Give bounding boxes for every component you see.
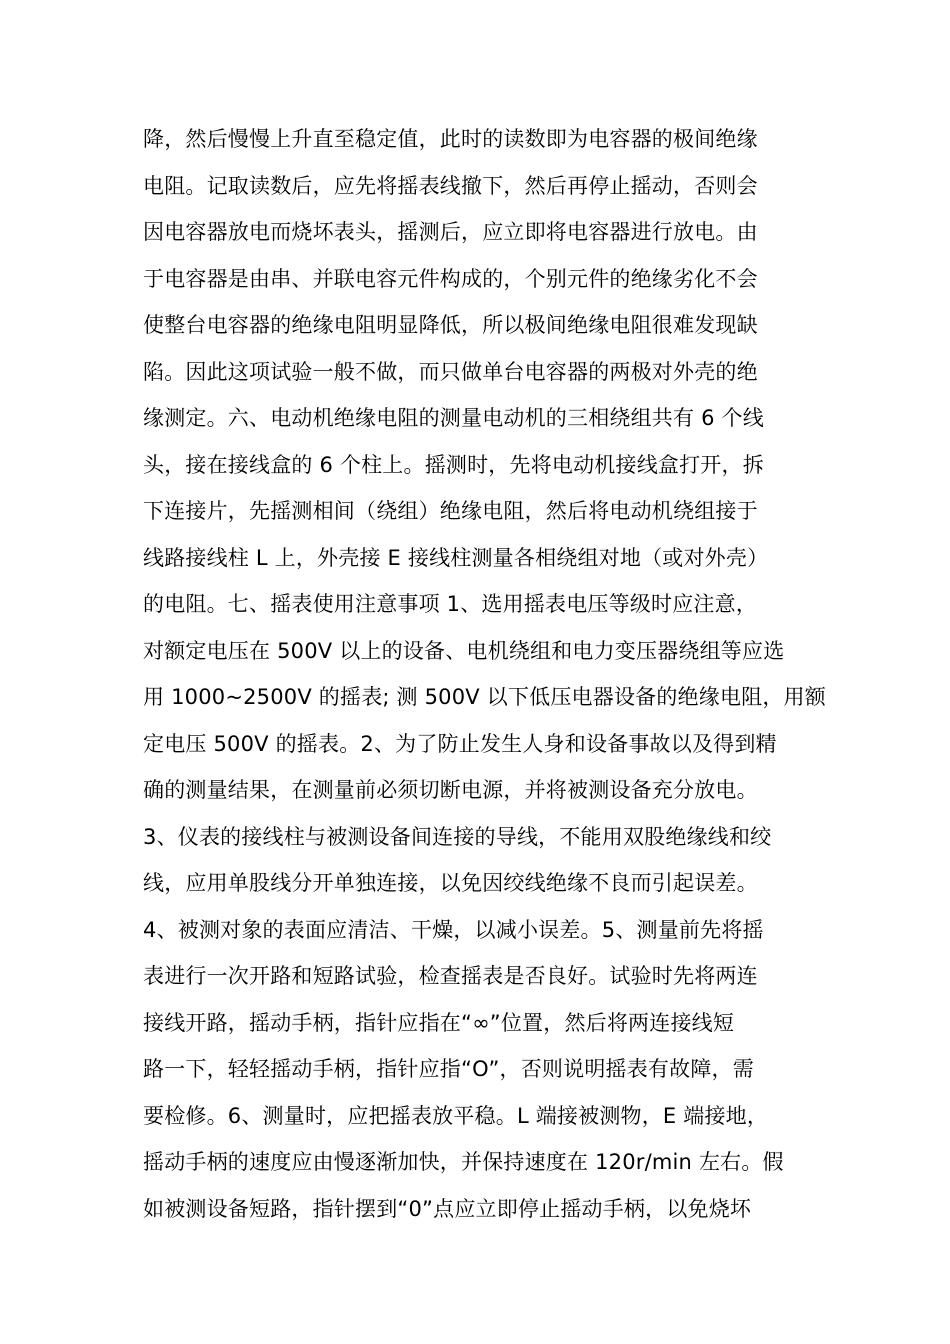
text-line: 表进行一次开路和短路试验，检查摇表是否良好。试验时先将两连	[143, 964, 758, 988]
text-line: 要检修。6、测量时，应把摇表放平稳。L 端接被测物，E 端接地，	[143, 1103, 769, 1128]
text-line: 线，应用单股线分开单独连接，以免因绞线绝缘不良而引起误差。	[143, 871, 758, 895]
text-line: 的电阻。七、摇表使用注意事项 1、选用摇表电压等级时应注意，	[143, 592, 758, 616]
text-line: 因电容器放电而烧坏表头，摇测后，应立即将电容器进行放电。由	[143, 220, 758, 244]
text-line: 对额定电压在 500V 以上的设备、电机绕组和电力变压器绕组等应选	[143, 638, 785, 663]
text-line: 3、仪表的接线柱与被测设备间连接的导线，不能用双股绝缘线和绞	[143, 824, 772, 849]
text-line: 使整台电容器的绝缘电阻明显降低，所以极间绝缘电阻很难发现缺	[143, 313, 758, 337]
text-line: 电阻。记取读数后，应先将摇表线撤下，然后再停止摇动，否则会	[143, 173, 758, 198]
text-line: 头，接在接线盒的 6 个柱上。摇测时，先将电动机接线盒打开，拆	[143, 452, 764, 477]
text-line: 降，然后慢慢上升直至稳定值，此时的读数即为电容器的极间绝缘	[143, 127, 758, 151]
text-line: 下连接片，先摇测相间（绕组）绝缘电阻，然后将电动机绕组接于	[143, 499, 758, 523]
text-line: 确的测量结果，在测量前必须切断电源，并将被测设备充分放电。	[143, 778, 758, 802]
text-line: 用 1000~2500V 的摇表; 测 500V 以下低压电器设备的绝缘电阻，用额	[143, 685, 826, 709]
text-line: 于电容器是由串、并联电容元件构成的，个别元件的绝缘劣化不会	[143, 266, 758, 291]
text-line: 4、被测对象的表面应清洁、干燥，以减小误差。5、测量前先将摇	[143, 917, 764, 942]
text-line: 摇动手柄的速度应由慢逐渐加快，并保持速度在 120r/min 左右。假	[143, 1150, 784, 1174]
text-line: 陷。因此这项试验一般不做，而只做单台电容器的两极对外壳的绝	[143, 359, 758, 384]
body-text	[143, 116, 826, 1232]
text-line: 路一下，轻轻摇动手柄，指针应指“O”，否则说明摇表有故障，需	[143, 1057, 754, 1081]
text-line: 定电压 500V 的摇表。2、为了防止发生人身和设备事故以及得到精	[143, 731, 777, 756]
text-line: 接线开路，摇动手柄，指针应指在“∞”位置，然后将两连接线短	[143, 1010, 735, 1035]
text-line: 线路接线柱 L 上，外壳接 E 接线柱测量各相绕组对地（或对外壳）	[143, 545, 769, 570]
text-line: 如被测设备短路，指针摆到“0”点应立即停止摇动手柄，以免烧坏	[143, 1196, 752, 1221]
text-line: 缘测定。六、电动机绝缘电阻的测量电动机的三相绕组共有 6 个线	[143, 406, 764, 430]
